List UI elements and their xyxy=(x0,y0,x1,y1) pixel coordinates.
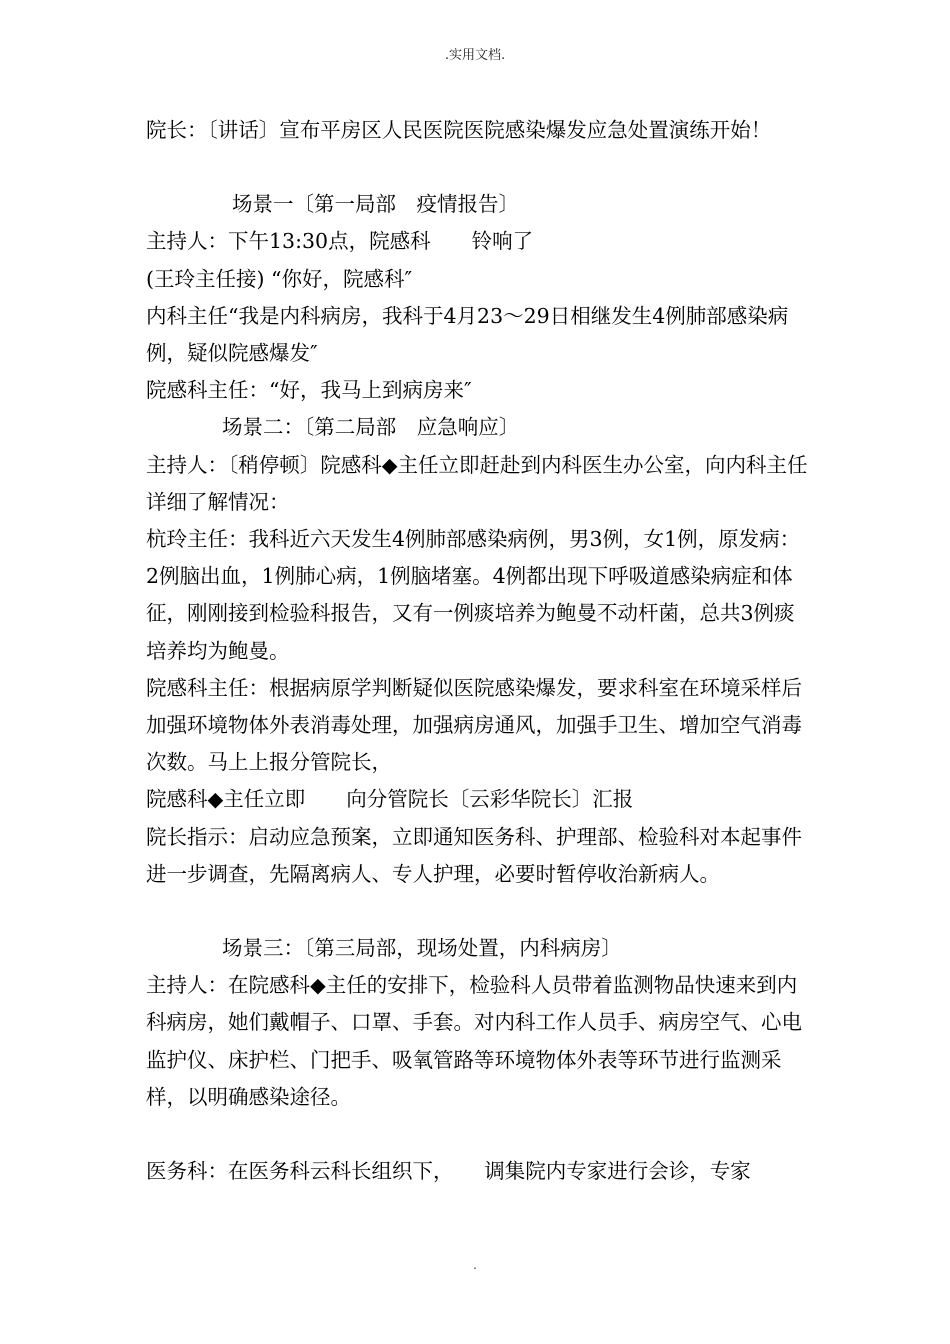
paragraph-wang-answer: (王玲主任接) “你好，院感科″ xyxy=(146,266,413,291)
paragraph-medical-affairs: 医务科：在医务科云科长组织下， 调集院内专家进行会诊，专家 xyxy=(146,1159,751,1184)
paragraph-host-pause: 主持人：〔稍停顿〕院感科◆主任立即赶赴到内科医生办公室，向内科主任详细了解情况： xyxy=(146,452,808,514)
paragraph-hang-report: 杭玲主任：我科近六天发生4例肺部感染病例，男3例，女1例，原发病：2例脑出血，1例肺心病，1例脑堵塞。4例都出现下呼吸道感染病症和体征，刚刚接到检验科报告，又有一例痰培养为鲍曼不动杆菌，总共3例痰培养均为鲍曼。 xyxy=(146,527,801,663)
scene-one-heading: 场景一〔第一局部 疫情报告〕 xyxy=(232,192,519,217)
paragraph-infection-judgement: 院感科主任：根据病原学判断疑似医院感染爆发，要求科室在环境采样后加强环境物体外表消毒处理，加强病房通风，加强手卫生、增加空气消毒次数。马上上报分管院长， xyxy=(146,675,802,775)
spacer xyxy=(146,1116,812,1153)
paragraph-host-call: 主持人：下午13:30点，院感科 铃响了 xyxy=(146,229,534,254)
paragraph-dean-instruction: 院长指示：启动应急预案，立即通知医务科、护理部、检验科对本起事件进一步调查，先隔离病人、专人护理，必要时暂停收治新病人。 xyxy=(146,824,802,886)
paragraph-announcement: 院长：〔讲话〕宣布平房区人民医院医院感染爆发应急处置演练开始！ xyxy=(146,118,772,142)
page-footer: . xyxy=(473,1258,477,1272)
paragraph-internal-director: 内科主任“我是内科病房，我科于4月23～29日相继发生4例肺部感染病例，疑似院感爆发″ xyxy=(146,303,789,366)
paragraph-host-sampling: 主持人：在院感科◆主任的安排下，检验科人员带着监测物品快速来到内科病房，她们戴帽子、口罩、手套。对内科工作人员手、病房空气、心电监护仪、床护栏、门把手、吸氧管路等环境物体外表等环节进行监测采样，以明确感染途径。 xyxy=(146,973,802,1109)
scene-three-heading: 场景三：〔第三局部，现场处置，内科病房〕 xyxy=(222,936,622,961)
paragraph-infection-director-reply: 院感科主任：“好，我马上到病房来″ xyxy=(146,378,472,403)
spacer xyxy=(146,893,812,930)
scene-two-heading: 场景二：〔第二局部 应急响应〕 xyxy=(222,415,520,440)
paragraph-report-to-dean: 院感科◆主任立即 向分管院长〔云彩华院长〕汇报 xyxy=(146,787,634,812)
spacer xyxy=(146,149,812,186)
page-header: .实用文档. xyxy=(444,48,506,63)
document-body xyxy=(146,112,812,1190)
